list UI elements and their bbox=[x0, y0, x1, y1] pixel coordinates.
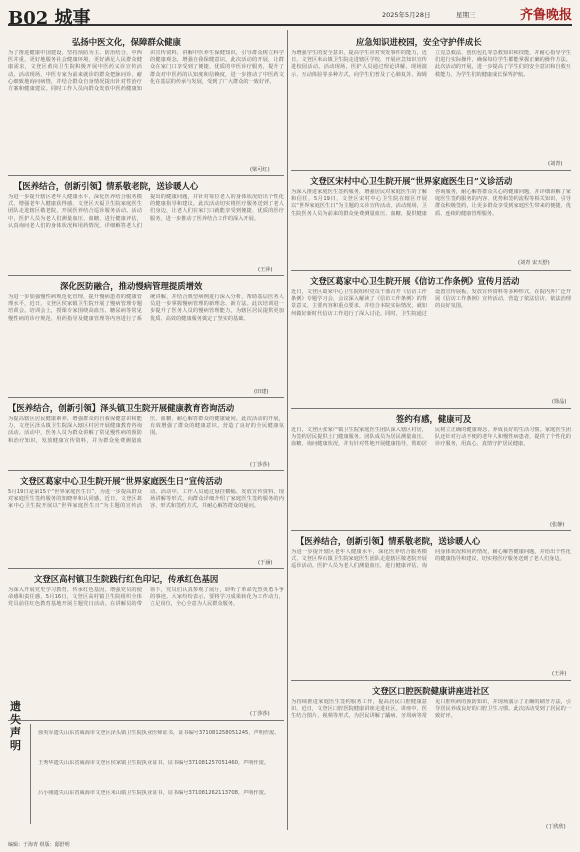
article-author: (丁欣欣) bbox=[546, 824, 566, 830]
page-footer: 编辑：于海青 组版：邸舒明 bbox=[8, 842, 70, 848]
row-divider bbox=[8, 470, 284, 471]
column-divider bbox=[287, 30, 288, 830]
article-headline: 深化医防融合，推动慢病管理提质增效 bbox=[60, 281, 203, 291]
article-body: 为进一步提升辖区老年人健康水平，深化医养结合服务模式，增强老年人健康获得感，文登区天福卫生院家庭医生团队走进辖区敬老院，开展医养结合巡诊服务活动。活动中，医护人员为老人们测量血压、血糖，进行健康评估，认真询问老人们的身体状况和用药情况，详细解答老人们提出的健康问题，并针对每位老人的身体状况给出个性化的健康指导和建议。此次活动切实将医疗服务送到了老人们身边，让老人们在家门口就能享受到便捷、优质的医疗服务，进一步推动了医养结合工作的深入开展。 bbox=[8, 194, 284, 229]
article-headline: 应急知识进校园，安全守护伴成长 bbox=[356, 37, 482, 47]
row-divider bbox=[8, 275, 284, 276]
article-headline: 文登区宋村中心卫生院开展“世界家庭医生日”义诊活动 bbox=[310, 176, 513, 186]
page-header bbox=[8, 4, 572, 29]
row-divider bbox=[291, 408, 571, 409]
article-body: 为提高辖区居民健康素养，增强群众的自我保健意识和能力，文登区泽头镇卫生院深入辖区村居开展健康教育咨询活动。活动中，医务人员为群众讲解了常见慢性病的预防和治疗知识，发放健康宣传资料，并为群众免费测量血压、血糖，耐心解答群众的健康疑问。此次活动的开展，有效增强了群众的健康意识，营造了良好的全民健康氛围。 bbox=[8, 416, 284, 444]
article-headline: 签约有感，健康可及 bbox=[396, 414, 472, 424]
article-headline: 【医养结合，创新引领】情系敬老院，送诊暖人心 bbox=[14, 181, 199, 191]
article-author: (田建) bbox=[254, 389, 269, 395]
article-body: 为深入开展党史学习教育，传承红色基因，增强党员的使命感和责任感，5月16日，文登区高村镇卫生院组织全体党员前往红色教育基地开展主题党日活动。在讲解员的带领下，党员们认真参观了展厅，聆听了革命先烈英勇斗争的事迹。大家纷纷表示，要将学习成果转化为工作动力，立足岗位，全心全意为人民群众服务。 bbox=[8, 587, 284, 608]
notice-item: 吕小刚遗失山东省威海市文登区米山镇卫生院执业证书，证书编号371081262113708，声明作废。 bbox=[38, 790, 270, 796]
article-body: 为进一步加强慢性病规范化管理，提升慢病患者的健康管理水平，近日，文登区侯家镇卫生院开展了慢病管理专题培训会。培训会上，授课专家围绕高血压、糖尿病等常见慢性病的诊疗规范、用药指导及健康管理等内容进行了系统讲解，并结合典型病例进行深入分析，帮助基层医务人员进一步掌握慢病管理的新理念、新方法。此次培训进一步提升了医务人员的慢病管理能力，为辖区居民提供更加优质、高效的健康服务奠定了坚实的基础。 bbox=[8, 294, 284, 322]
row-divider bbox=[291, 170, 571, 171]
article-body: 5月19日是第15个“世界家庭医生日”，为进一步提高群众对家庭医生签约服务的知晓率和认同感，近日，文登区葛家中心卫生院开展以“世界家庭医生日”为主题的宣传活动。活动中，工作人员通过悬挂横幅、发放宣传资料、现场讲解等形式，向群众详细介绍了家庭医生签约服务的内容、形式和签约方式，并耐心解答群众的疑问。 bbox=[8, 489, 284, 510]
article-body: 为了推进健康中国建设，坚持预防为主、防治结合，中西医并重，更好地服务社会健康环境，更好满足人民群众健康需求，文登区黄岗卫生院积极开展中医药义诊宣传活动。活动现场，中医专家为前来就诊的群众把脉问诊，耐心细致地询问病情，并结合群众自身情况提出针对性治疗方案和健康建议。同时工作人员向群众发放中医药健康知识宣传资料，讲解中医养生保健知识，引导群众树立科学的健康观念，增强自我保健意识。此次活动的开展，让群众在家门口享受到了便捷、优质的中医诊疗服务，提升了群众对中医药的认知度和信赖度，进一步推动了中医药文化在基层的传承与发展，受到了广大群众的一致好评。 bbox=[8, 50, 284, 93]
row-divider bbox=[8, 568, 284, 569]
article-author: (张静) bbox=[550, 522, 565, 528]
article-body: 为进一步提升辖区老年人健康水平，深化医养结合服务模式，文登区界石镇卫生院家庭医生团队走进辖区敬老院开展巡诊活动。医护人员为老人们测量血压，进行健康评估，询问身体状况和用药情况，耐心解答健康问题，并给出个性化的健康指导和建议，切实将医疗服务送到了老人们身边。 bbox=[291, 549, 571, 570]
article-body: 为深入推进家庭医生签约服务，增强居民对家庭医生的了解和信任，5月19日，文登区宋村中心卫生院在辖区开展以“世界家庭医生日”为主题的义诊宣传活动。活动现场，卫生院医务人员为前来的群众免费测量血压、血糖，提供健康咨询服务，耐心解答群众关心的健康问题，并详细讲解了家庭医生签约服务的内容、优势和签约流程等相关知识，引导群众积极签约，让更多群众享受到家庭医生带来的便捷、优质、连续的健康管理服务。 bbox=[291, 189, 571, 217]
section-title: B02 城事 bbox=[8, 8, 91, 29]
article-headline: 弘扬中医文化，保障群众健康 bbox=[72, 37, 181, 47]
row-divider bbox=[8, 397, 284, 398]
article-author: (刘青) bbox=[548, 161, 563, 167]
article-body: 为增强学生的安全意识，提高学生应对突发事件的能力，近日，文登区米山镇卫生院走进辖区学校，开展应急知识宣传进校园活动。活动现场，医护人员通过理论讲解、现场演示、互动体验等多种方式，向学生们普及了心肺复苏、海姆立克急救法、创伤包扎等急救知识和技能，并耐心指导学生们进行实际操作，确保每位学生都能掌握正确的操作方法。此次活动的开展，进一步提高了学生们的安全意识和自救互救能力，为学生们的健康成长保驾护航。 bbox=[291, 50, 571, 78]
article-author: (丁莎莎) bbox=[250, 711, 270, 717]
article-author: (徐晶) bbox=[552, 399, 567, 405]
article-author: (王萍) bbox=[552, 671, 567, 677]
article-body: 近日，文登区葛家中心卫生院组织党员干部召开《信访工作条例》专题学习会，会议深入解读了《信访工作条例》的背景意义、主要内容和重点要求，并结合本院实际情况，就如何做好新时代信访工作进行了深入讨论。同时，卫生院通过设置宣传展板、发放宣传资料等多种形式，在院内外广泛开展《信访工作条例》宣传活动，营造了依法信访、依法治理的良好氛围。 bbox=[291, 289, 571, 317]
article-author: (于涵) bbox=[258, 560, 273, 566]
article-author: (丁莎莎) bbox=[250, 462, 270, 468]
row-divider bbox=[291, 270, 571, 271]
notice-item: 徐英军遗失山东省威海市文登区泽头镇卫生院执业医师证书，证书编号371081258051245，声明作废。 bbox=[38, 730, 280, 736]
article-headline: 文登区葛家中心卫生院开展《信访工作条例》宣传月活动 bbox=[310, 276, 520, 286]
article-headline: 文登区葛家中心卫生院开展“世界家庭医生日”宣传活动 bbox=[20, 476, 223, 486]
row-divider bbox=[291, 680, 571, 681]
notice-title: 遗失声明 bbox=[10, 700, 21, 752]
article-headline: 文登区高村镇卫生院践行红色印记，传承红色基因 bbox=[34, 574, 219, 584]
article-author: (梁可红) bbox=[250, 167, 270, 173]
row-divider bbox=[8, 720, 284, 721]
article-author: (刘青 宋天舒) bbox=[518, 260, 550, 266]
article-body: 近日，文登区张家产镇卫生院家庭医生团队深入辖区村居，为签约居民提供上门健康服务。团队成员为居民测量血压、血糖，询问健康状况，并有针对性地开展健康指导，帮助居民树立正确的健康观念，养成良好的生活习惯。家庭医生团队还针对行动不便的老年人和慢性病患者，提供了个性化的诊疗服务，用真心、真情守护居民健康。 bbox=[291, 427, 571, 448]
issue-date: 2025年5月28日 bbox=[382, 11, 431, 19]
article-headline: 【医养结合，创新引领】情系敬老院，送诊暖人心 bbox=[296, 536, 481, 546]
notice-divider bbox=[30, 724, 31, 824]
article-headline: 【医养结合，创新引领】泽头镇卫生院开展健康教育咨询活动 bbox=[8, 403, 235, 413]
newspaper-logo: 齐鲁晚报 bbox=[519, 8, 572, 23]
row-divider bbox=[8, 175, 284, 176]
issue-weekday: 星期三 bbox=[456, 11, 476, 19]
row-divider bbox=[291, 530, 571, 531]
notice-item: 王秀华遗失山东省威海市文登区侯家镇卫生院执业证书，证书编号371081257051460，声明作废。 bbox=[38, 760, 270, 766]
article-author: (王萍) bbox=[258, 267, 273, 273]
article-body: 为持续推进家庭医生签约服务工作，提高居民口腔健康意识，近日，文登区口腔医院健康讲座走进社区。讲座中，医生结合图片、视频等形式，为居民讲解了龋病、牙周病等常见口腔疾病的预防知识，并现场演示了正确的刷牙方法，引导居民养成良好的口腔卫生习惯。此次活动受到了居民的一致好评。 bbox=[291, 699, 571, 720]
article-headline: 文登区口腔医院健康讲座进社区 bbox=[372, 686, 490, 696]
